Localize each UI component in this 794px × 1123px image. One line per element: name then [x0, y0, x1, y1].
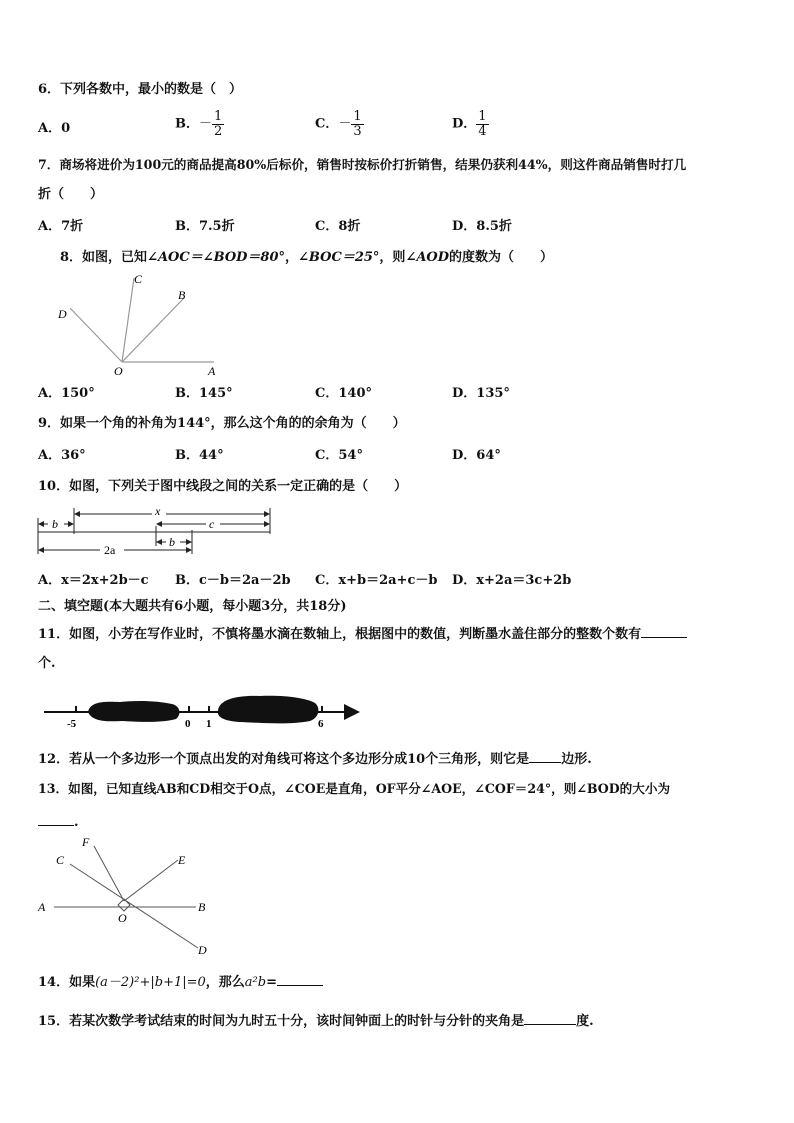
q13-stem-line1: 13．如图，已知直线AB和CD相交于O点，∠COE是直角，OF平分∠AOE，∠COF＝24°，则∠BOD的大小为: [38, 781, 671, 796]
q6-option-d: [452, 110, 489, 139]
section-2-heading: 二、填空题(本大题共有6小题，每小题3分，共18分): [38, 599, 347, 614]
q13-lines-figure: [34, 832, 224, 960]
q13-label-o: O: [118, 911, 127, 925]
q6-option-b: [175, 110, 224, 139]
q11-stem-line2: 个.: [38, 656, 56, 671]
q13-label-c: C: [56, 853, 65, 867]
q11-stem-line1: [38, 625, 687, 643]
q6-option-c: [315, 110, 364, 139]
q11-label-minus5: -5: [67, 718, 77, 730]
q10-label-x: x: [155, 504, 161, 518]
q6-c-numerator: 1: [353, 109, 362, 124]
q11-label-0: 0: [185, 718, 191, 730]
q6-option-b-label: B．: [175, 116, 199, 132]
q10-segment-figure: [34, 500, 284, 562]
q10-option-a: A．x＝2x+2b－c: [38, 573, 149, 588]
q15-stem-suffix: 度.: [576, 1014, 594, 1029]
q9-option-d: D．64°: [452, 448, 501, 463]
q8-stem-math2: ∠BOC＝25°: [298, 250, 380, 265]
q14-expression-2: a²b: [244, 975, 267, 990]
q11-number-line-figure: [40, 692, 365, 732]
q13-stem-suffix: .: [74, 815, 79, 830]
q11-label-6: 6: [318, 718, 324, 730]
q6-c-denominator: 3: [353, 124, 362, 139]
q6-option-a-label: A．: [38, 121, 62, 136]
q15-stem-prefix: 15．若某次数学考试结束的时间为九时五十分，该时间钟面上的时针与分针的夹角是: [38, 1014, 525, 1029]
q8-label-o: O: [114, 364, 123, 378]
q14-expression: (a－2)²+|b+1|=0: [95, 975, 206, 990]
q13-label-b: B: [198, 900, 206, 914]
q8-option-b: B．145°: [175, 386, 233, 401]
q6-b-denominator: 2: [214, 124, 223, 139]
q9-option-c: C．54°: [315, 448, 363, 463]
q8-stem-math3: ∠AOD: [405, 250, 450, 265]
q6-option-c-sign: －: [338, 116, 352, 132]
q10-option-c: C．x+b＝2a+c－b: [315, 573, 438, 588]
q7-option-b: B．7.5折: [175, 219, 235, 234]
q8-label-c: C: [134, 272, 143, 286]
q8-stem-suffix: 的度数为（ ）: [449, 250, 554, 265]
q14-stem-suffix: =: [266, 975, 277, 990]
q9-option-a: A．36°: [38, 448, 86, 463]
q12-stem-suffix: 边形.: [561, 752, 592, 767]
q10-label-c: c: [209, 517, 215, 531]
q14-stem-mid: ，那么: [205, 975, 245, 990]
q11-ink-blot-right: [218, 696, 319, 724]
q13-stem-line2: [38, 813, 79, 831]
q8-option-c: C．140°: [315, 386, 372, 401]
q6-option-d-label: D．: [452, 116, 477, 132]
q9-option-b: B．44°: [175, 448, 224, 463]
q8-option-a: A．150°: [38, 386, 95, 401]
q8-stem-math1: ∠AOC＝∠BOD＝80°: [147, 250, 286, 265]
q13-label-d: D: [198, 943, 207, 957]
q9-stem: 9．如果一个角的补角为144°，那么这个角的的余角为（ ）: [38, 416, 406, 431]
q10-label-2a: 2a: [104, 543, 116, 557]
q15-answer-blank[interactable]: [524, 1012, 576, 1025]
q6-d-denominator: 4: [478, 124, 487, 139]
q8-stem-sep: ，: [285, 250, 299, 265]
q6-b-numerator: 1: [214, 109, 223, 124]
q8-angle-figure: [50, 268, 230, 380]
q8-stem-prefix: 8．如图，已知: [60, 250, 148, 265]
q10-stem: 10．如图，下列关于图中线段之间的关系一定正确的是（ ）: [38, 479, 408, 494]
q10-option-d: D．x+2a＝3c+2b: [452, 573, 572, 588]
q8-stem: [60, 250, 553, 266]
q11-answer-blank[interactable]: [641, 625, 687, 638]
q8-label-b: B: [178, 288, 186, 302]
q14-stem: [38, 973, 323, 991]
q6-option-a: [38, 121, 70, 137]
q13-label-e: E: [178, 853, 186, 867]
q10-label-b-lower: b: [169, 535, 175, 549]
q13-answer-blank[interactable]: [38, 813, 74, 826]
q12-answer-blank[interactable]: [529, 750, 561, 763]
q6-option-b-sign: －: [199, 116, 213, 132]
q8-label-d: D: [58, 307, 67, 321]
q7-option-d: D．8.5折: [452, 219, 512, 234]
q10-option-b: B．c－b＝2a－2b: [175, 573, 291, 588]
q6-option-c-fraction: [351, 110, 363, 139]
q6-option-a-value: 0: [61, 121, 71, 136]
q11-ink-blot-left: [88, 701, 179, 722]
q7-option-c: C．8折: [315, 219, 361, 234]
q8-stem-mid: ，则: [379, 250, 406, 265]
q6-option-d-fraction: [476, 110, 488, 139]
q12-stem-prefix: 12．若从一个多边形一个顶点出发的对角线可将这个多边形分成10个三角形，则它是: [38, 752, 530, 767]
q13-label-a: A: [38, 900, 46, 914]
q7-option-a: A．7折: [38, 219, 84, 234]
q8-option-d: D．135°: [452, 386, 510, 401]
q6-stem: 6．下列各数中，最小的数是（ ）: [38, 82, 243, 97]
q12-stem: [38, 750, 592, 768]
q13-label-f: F: [82, 835, 90, 849]
q6-option-c-label: C．: [315, 116, 339, 132]
q14-stem-prefix: 14．如果: [38, 975, 96, 990]
q15-stem: [38, 1012, 594, 1030]
q10-label-b-top: b: [52, 517, 58, 531]
q7-stem-line2: 折（ ）: [38, 187, 104, 202]
q6-option-b-fraction: [212, 110, 224, 139]
q7-stem-line1: 7．商场将进价为100元的商品提高80%后标价，销售时按标价打折销售，结果仍获利44%，则这件商品销售时打几: [38, 157, 687, 172]
q11-stem-text: 11．如图，小芳在写作业时，不慎将墨水滴在数轴上，根据图中的数值，判断墨水盖住部分的整数个数有: [38, 627, 642, 642]
q6-d-numerator: 1: [478, 109, 487, 124]
q14-answer-blank[interactable]: [277, 973, 323, 986]
q11-label-1: 1: [206, 718, 212, 730]
q8-label-a: A: [208, 364, 216, 378]
